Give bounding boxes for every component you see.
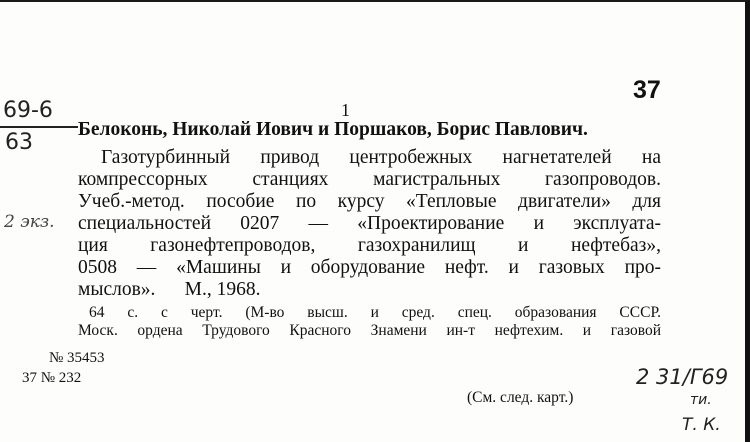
- title-line: Газотурбинный привод центробежных нагнетателей на: [101, 147, 661, 168]
- handwritten-initials: Т. К.: [682, 415, 721, 435]
- handwritten-note: ти.: [690, 392, 712, 408]
- title-line: ция газонефтепроводов, газохранилищ и нефтебаз»,: [78, 235, 661, 256]
- card-number: 37: [633, 76, 661, 104]
- shelf-index-top: 69-6: [3, 98, 53, 123]
- imprint-line: мыслов». М., 1968.: [78, 279, 261, 300]
- series-line: Моск. ордена Трудового Красного Знамени ин-т нефтехим. и газовой: [78, 322, 661, 339]
- registration-number: 37 № 232: [22, 370, 82, 386]
- shelf-index-divider: [0, 126, 78, 128]
- registration-number: № 35453: [49, 350, 105, 366]
- title-line: Учеб.-метод. пособие по курсу «Тепловые двигатели» для: [78, 191, 661, 212]
- collation-line: 64 с. с черт. (М-во высш. и сред. спец. образования СССР.: [89, 304, 661, 321]
- title-line: 0508 — «Машины и оборудование нефт. и газовых про-: [78, 257, 661, 278]
- continuation-note: (См. след. карт.): [467, 389, 574, 406]
- author-heading: Белоконь, Николай Иович и Поршаков, Борис Павлович.: [78, 119, 588, 140]
- handwritten-code: 2 31/Г69: [636, 365, 729, 389]
- handwritten-copies-note: 2 экз.: [4, 212, 55, 232]
- title-line: специальностей 0207 — «Проектирование и эксплуата-: [78, 213, 661, 234]
- shelf-index-bottom: 63: [5, 130, 33, 155]
- title-line: компрессорных станциях магистральных газопроводов.: [78, 169, 661, 190]
- sequence-mark: 1: [341, 100, 350, 120]
